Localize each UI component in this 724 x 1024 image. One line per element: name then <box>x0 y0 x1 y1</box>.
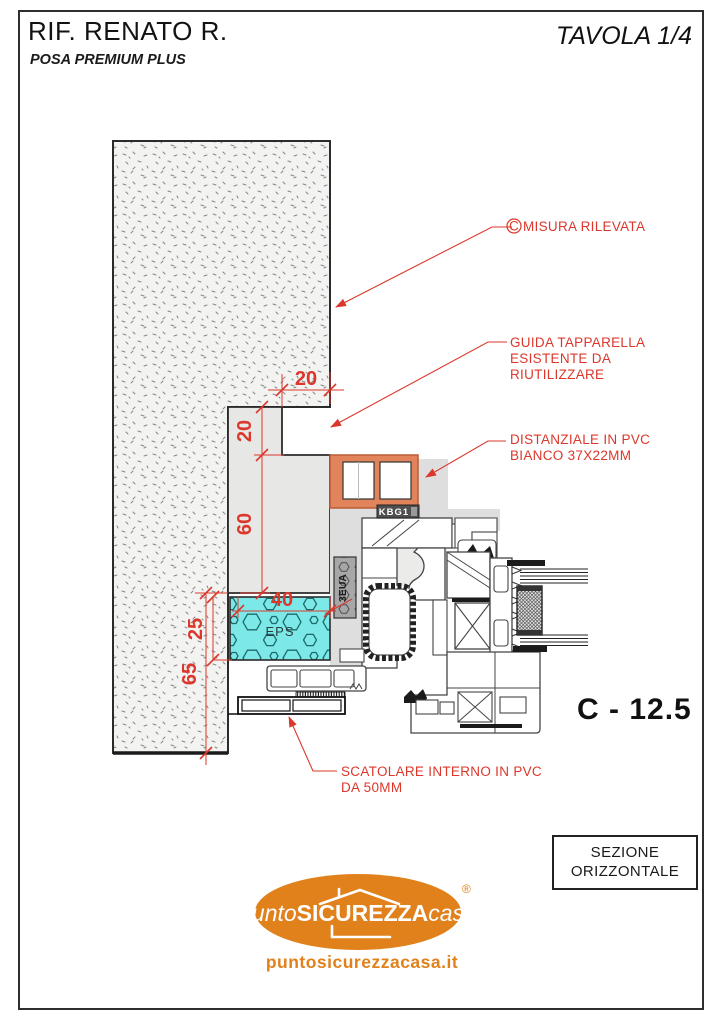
label-guida-3: RIUTILIZZARE <box>510 367 605 382</box>
dim-20-top: 20 <box>294 368 318 390</box>
drawing-reference: RIF. RENATO R. <box>28 16 228 46</box>
label-scatolare-1: SCATOLARE INTERNO IN PVC <box>341 764 542 779</box>
website-link[interactable]: puntosicurezzacasa.it <box>265 952 459 972</box>
dim-20-side: 20 <box>234 419 256 443</box>
eps-label: EPS <box>265 624 295 639</box>
dim-60: 60 <box>234 512 256 536</box>
label-misura: MISURA RILEVATA <box>523 219 646 234</box>
circled-c-letter: C <box>508 218 520 234</box>
leader-guida <box>331 342 507 427</box>
reinforcement-chamber <box>366 586 413 658</box>
section-code: C - 12.5 <box>577 693 692 726</box>
scatolare-pvc <box>228 692 345 714</box>
logo-text-sicurezza: SICUREZZA <box>296 900 429 926</box>
company-logo <box>238 874 477 972</box>
sash-bottom <box>404 652 540 733</box>
glazing-unit <box>507 560 588 652</box>
registered-mark: ® <box>462 882 471 896</box>
svg-text:KBG1: KBG1 <box>378 507 410 518</box>
label-distanziale-2: BIANCO 37X22MM <box>510 448 632 463</box>
logo-text-casa: casa <box>428 900 477 926</box>
leader-scatolare <box>289 717 337 771</box>
glass-spacer <box>517 586 542 635</box>
label-scatolare-2: DA 50MM <box>341 780 403 795</box>
view-label-line1: SEZIONE <box>590 843 660 861</box>
kbg-label <box>377 505 419 518</box>
leader-misura <box>336 227 512 307</box>
dim-65: 65 <box>179 662 201 686</box>
label-distanziale-1: DISTANZIALE IN PVC <box>510 432 651 447</box>
view-label-line2: ORIZZONTALE <box>570 862 680 880</box>
installation-system-label: POSA PREMIUM PLUS <box>30 52 186 68</box>
dim-25: 25 <box>185 617 207 641</box>
svg-text:3EUA: 3EUA <box>337 573 349 603</box>
frame-track <box>267 666 366 691</box>
foam-strip-3eua <box>334 557 356 618</box>
dim-40: 40 <box>270 589 294 611</box>
view-label-box <box>552 835 698 890</box>
sheet-number: TAVOLA 1/4 <box>555 22 692 50</box>
svg-text:puntoSICUREZZAcasa <box>238 900 477 926</box>
label-guida-2: ESISTENTE DA <box>510 351 612 366</box>
wall-section <box>113 141 330 753</box>
distanziale-pvc <box>330 455 418 508</box>
logo-text-punto: punto <box>239 900 297 926</box>
distanziale-chamber <box>380 462 411 499</box>
label-guida-1: GUIDA TAPPARELLA <box>510 335 646 350</box>
